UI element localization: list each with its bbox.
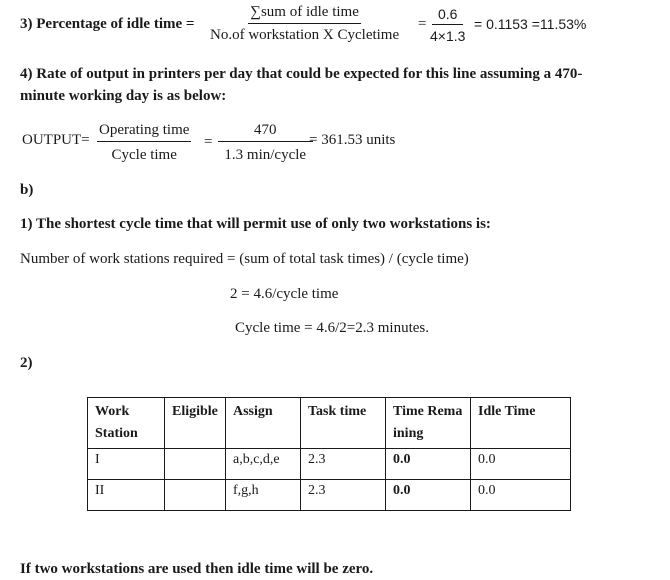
table-row — [88, 480, 571, 511]
idle-fraction-1 — [210, 4, 399, 44]
workstation-formula: Number of work stations required = (sum of total task times) / (cycle time) — [20, 251, 469, 267]
cell-eligible — [165, 449, 226, 480]
output-den2: 1.3 min/cycle — [224, 147, 307, 163]
header-task-time: Task time — [301, 398, 386, 449]
idle-equals: = — [418, 16, 427, 32]
idle-num2: 0.6 — [432, 6, 463, 25]
output-heading-line1: 4) Rate of output in printers per day that could be expected for this line assuming a 470- — [20, 66, 583, 82]
equation-line-1: 2 = 4.6/cycle time — [230, 286, 339, 302]
cell-idle-time: 0.0 — [471, 480, 571, 511]
idle-den2: 4×1.3 — [430, 28, 466, 44]
cell-time-remaining: 0.0 — [386, 480, 471, 511]
workstation-table — [87, 397, 571, 511]
header-time-remaining: Time Remaining — [386, 398, 471, 449]
cell-station: II — [88, 480, 165, 511]
output-fraction-1 — [97, 122, 191, 164]
cell-station: I — [88, 449, 165, 480]
cell-task-time: 2.3 — [301, 449, 386, 480]
cell-assign: a,b,c,d,e — [226, 449, 301, 480]
header-idle-time: Idle Time — [471, 398, 571, 449]
cell-idle-time: 0.0 — [471, 449, 571, 480]
idle-denominator: No.of workstation X Cycletime — [210, 27, 400, 43]
conclusion-text: If two workstations are used then idle time will be zero. — [20, 561, 374, 577]
equation-line-2: Cycle time = 4.6/2=2.3 minutes. — [235, 320, 429, 336]
idle-numerator: ∑sum of idle time — [248, 4, 361, 24]
output-fraction-2 — [218, 122, 313, 164]
table-row — [88, 449, 571, 480]
idle-fraction-2 — [430, 6, 465, 44]
table-header-row — [88, 398, 571, 449]
output-result: = 361.53 units — [309, 132, 396, 148]
output-label: OUTPUT= — [22, 132, 90, 148]
idle-result: = 0.1153 =11.53% — [474, 16, 587, 32]
cell-assign: f,g,h — [226, 480, 301, 511]
output-den1: Cycle time — [111, 147, 177, 163]
header-work-station: Work Station — [88, 398, 165, 449]
output-num2: 470 — [218, 122, 313, 142]
part-b-label: b) — [20, 182, 34, 198]
header-assign: Assign — [226, 398, 301, 449]
output-heading-line2: minute working day is as below: — [20, 88, 227, 104]
shortest-cycle-question: 1) The shortest cycle time that will permit use of only two workstations is: — [20, 216, 491, 232]
idle-time-label: 3) Percentage of idle time = — [20, 16, 195, 32]
cell-task-time: 2.3 — [301, 480, 386, 511]
output-num1: Operating time — [97, 122, 191, 142]
output-equals: = — [204, 134, 213, 150]
cell-eligible — [165, 480, 226, 511]
part-2-label: 2) — [20, 355, 33, 371]
cell-time-remaining: 0.0 — [386, 449, 471, 480]
header-eligible: Eligible — [165, 398, 226, 449]
